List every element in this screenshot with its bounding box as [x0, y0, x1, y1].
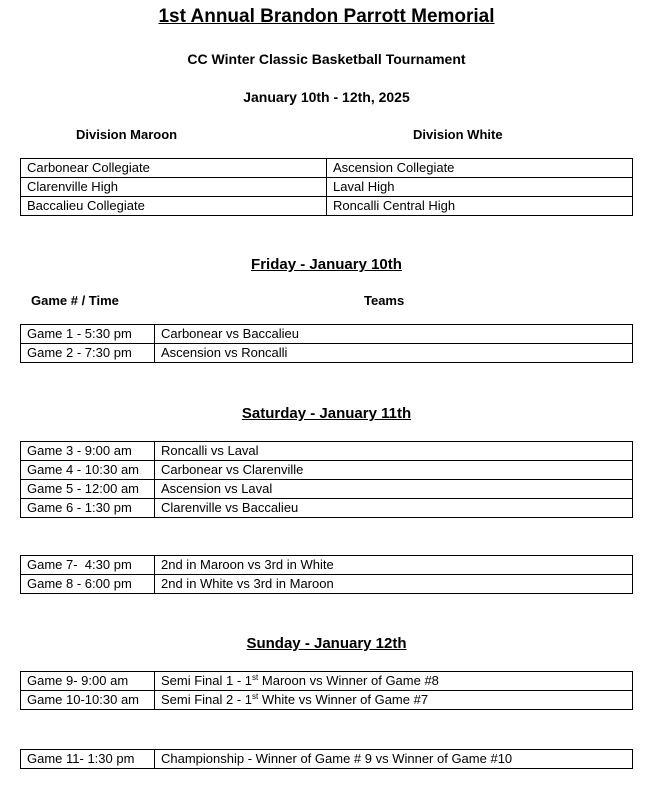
ordinal-suffix: st — [252, 673, 259, 682]
crossover-games-table — [20, 555, 633, 594]
saturday-games-table — [20, 441, 633, 518]
game-time: Game 6 - 1:30 pm — [21, 499, 155, 518]
game-time: Game 10-10:30 am — [21, 691, 155, 710]
friday-heading: Friday - January 10th — [251, 256, 402, 273]
semi-label: Semi Final 1 - 1 — [161, 673, 253, 688]
teams-heading: Teams — [364, 293, 405, 308]
tournament-name: CC Winter Classic Basketball Tournament — [187, 51, 466, 67]
game-time: Game 9- 9:00 am — [21, 672, 155, 691]
semi-matchup: White vs Winner of Game #7 — [258, 692, 429, 707]
semifinal-games-table — [20, 671, 633, 710]
maroon-team: Clarenville High — [21, 178, 327, 197]
table-row — [21, 691, 633, 710]
table-row — [21, 197, 633, 216]
white-team: Laval High — [327, 178, 633, 197]
game-teams: 2nd in White vs 3rd in Maroon — [155, 575, 633, 594]
table-row — [21, 480, 633, 499]
game-teams — [155, 672, 633, 691]
game-teams: Ascension vs Roncalli — [155, 344, 633, 363]
table-row — [21, 556, 633, 575]
division-white-heading: Division White — [413, 127, 503, 142]
game-teams: Carbonear vs Baccalieu — [155, 325, 633, 344]
game-time-heading: Game # / Time — [31, 293, 119, 308]
white-team: Roncalli Central High — [327, 197, 633, 216]
table-row — [21, 344, 633, 363]
table-row — [21, 672, 633, 691]
game-time: Game 8 - 6:00 pm — [21, 575, 155, 594]
ordinal-suffix: st — [252, 692, 259, 701]
game-teams — [155, 691, 633, 710]
table-row — [21, 325, 633, 344]
game-teams: Clarenville vs Baccalieu — [155, 499, 633, 518]
game-teams: Ascension vs Laval — [155, 480, 633, 499]
white-team: Ascension Collegiate — [327, 159, 633, 178]
tournament-dates: January 10th - 12th, 2025 — [243, 89, 410, 105]
game-time: Game 5 - 12:00 am — [21, 480, 155, 499]
game-teams: Roncalli vs Laval — [155, 442, 633, 461]
table-row — [21, 750, 633, 769]
table-row — [21, 159, 633, 178]
table-row — [21, 575, 633, 594]
maroon-team: Baccalieu Collegiate — [21, 197, 327, 216]
game-time: Game 4 - 10:30 am — [21, 461, 155, 480]
semi-label: Semi Final 2 - 1 — [161, 692, 253, 707]
game-time: Game 2 - 7:30 pm — [21, 344, 155, 363]
championship-game-table — [20, 749, 633, 769]
table-row — [21, 499, 633, 518]
semi-matchup: Maroon vs Winner of Game #8 — [258, 673, 439, 688]
maroon-team: Carbonear Collegiate — [21, 159, 327, 178]
game-time: Game 7- 4:30 pm — [21, 556, 155, 575]
game-time: Game 3 - 9:00 am — [21, 442, 155, 461]
game-teams: 2nd in Maroon vs 3rd in White — [155, 556, 633, 575]
division-table — [20, 158, 633, 216]
game-time: Game 1 - 5:30 pm — [21, 325, 155, 344]
saturday-heading: Saturday - January 11th — [241, 405, 412, 422]
sunday-heading: Sunday - January 12th — [246, 635, 407, 652]
division-maroon-heading: Division Maroon — [76, 127, 178, 142]
game-time: Game 11- 1:30 pm — [21, 750, 155, 769]
page-title: 1st Annual Brandon Parrott Memorial — [158, 6, 495, 27]
table-row — [21, 442, 633, 461]
table-row — [21, 461, 633, 480]
game-teams: Championship - Winner of Game # 9 vs Winner of Game #10 — [155, 750, 633, 769]
game-teams: Carbonear vs Clarenville — [155, 461, 633, 480]
table-row — [21, 178, 633, 197]
friday-games-table — [20, 324, 633, 363]
